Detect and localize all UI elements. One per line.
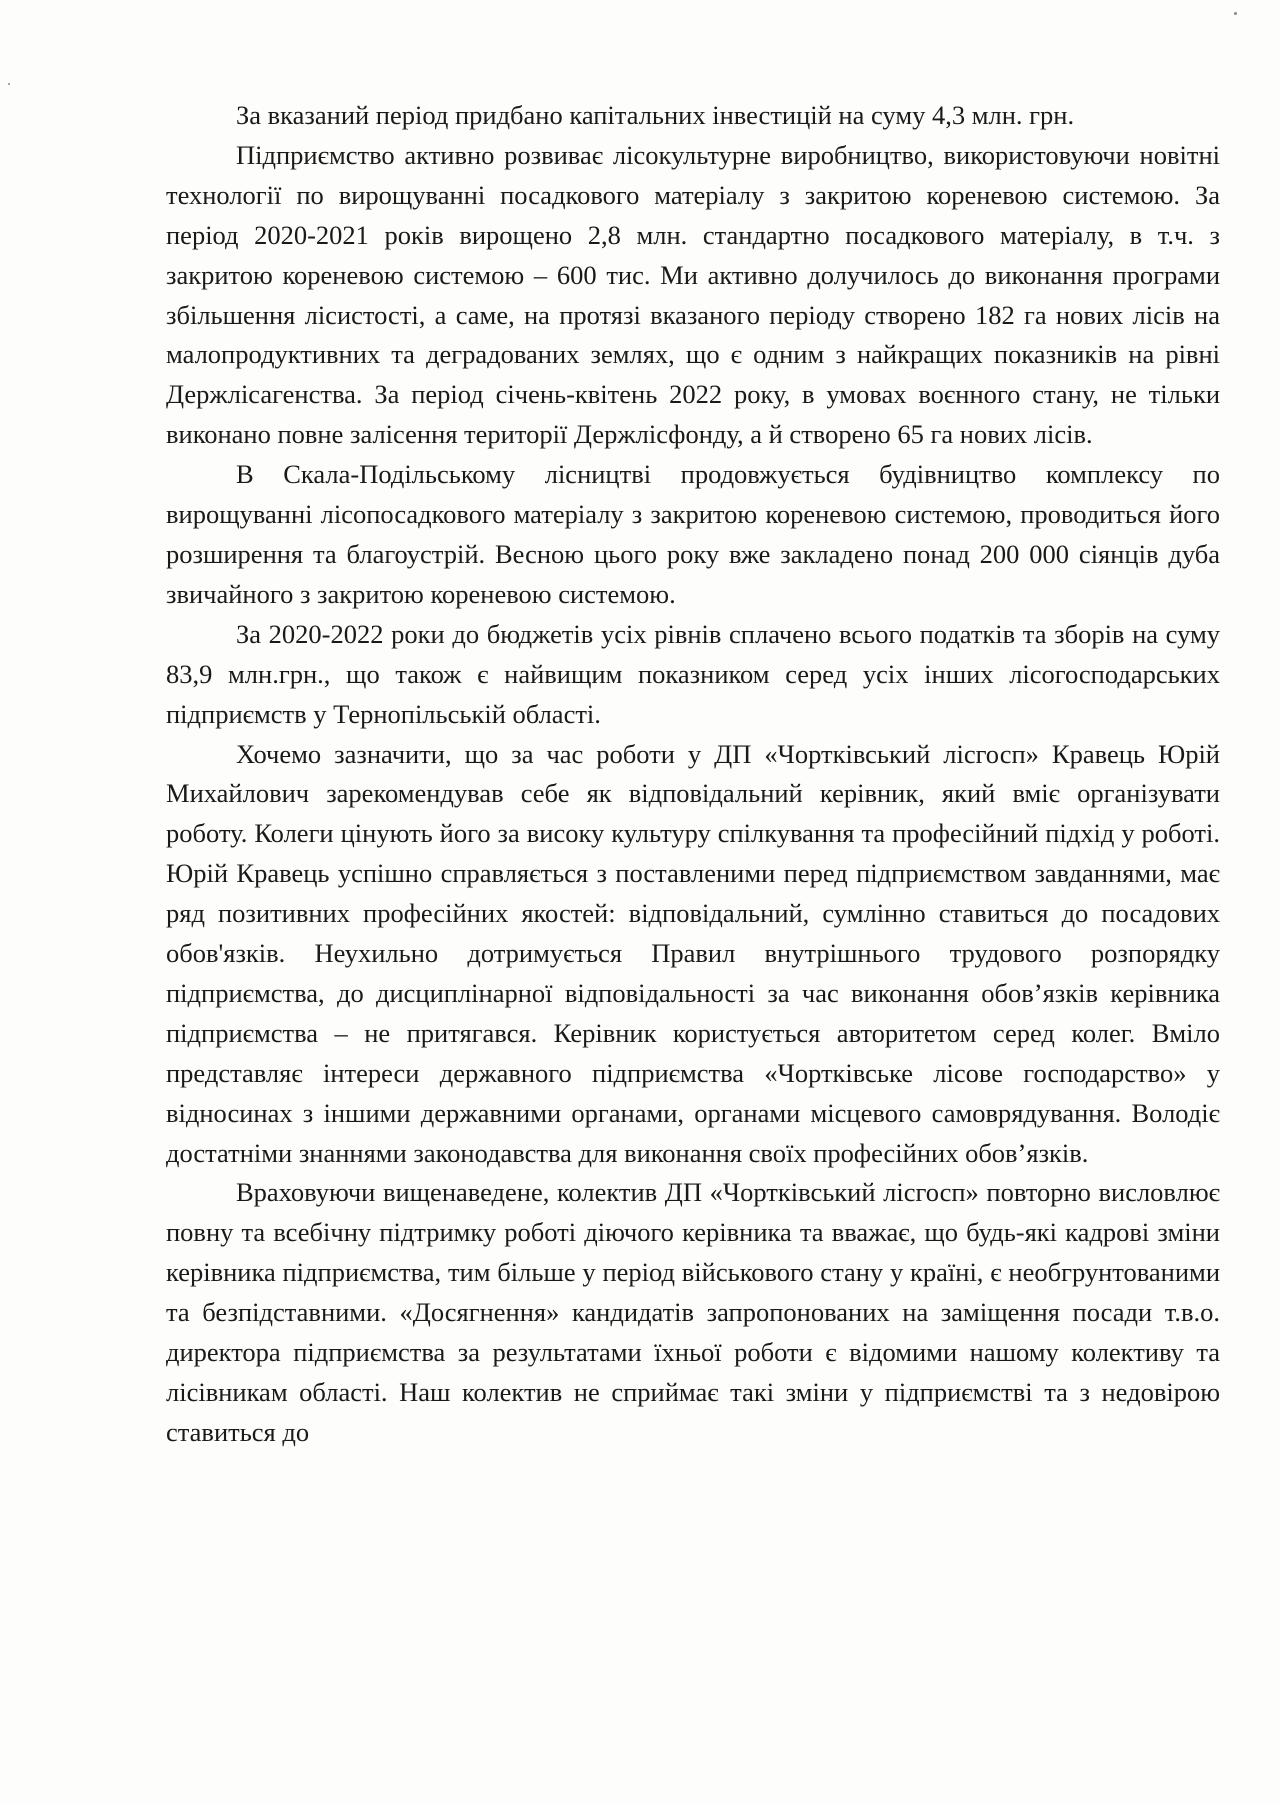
paragraph-taxes: За 2020-2022 роки до бюджетів усіх рівнів сплачено всього податків та зборів на суму 83,9 млн.грн., що також є найвищим показником серед усіх інших лісогосподарських підприємств у Тернопільській області. bbox=[166, 618, 1220, 729]
scan-speck bbox=[1234, 12, 1237, 15]
paragraph-forestry-production: Підприємство активно розвиває лісокультурне виробництво, використовуючи новітні технології по вирощуванні посадкового матеріалу з закритою кореневою системою. За період 2020-2021 років вирощено 2,8 млн. стандартно посадкового матеріалу, в т.ч. з закритою кореневою системою – 600 тис. Ми активно долучилось до виконання програми збільшення лісистості, а саме, на протязі вказаного періоду створено 182 га нових лісів на малопродуктивних та деградованих землях, що є одним з найкращих показників на рівні Держлісагенства. За період січень-квітень 2022 року, в умовах воєнного стану, не тільки виконано повне залісення території Держлісфонду, а й створено 65 га нових лісів. bbox=[166, 139, 1220, 450]
document-body bbox=[166, 96, 1220, 1453]
paragraph-director-characteristics: Хочемо зазначити, що за час роботи у ДП «Чортківський лісгосп» Кравець Юрій Михайлович зарекомендував себе як відповідальний керівник, який вміє організувати роботу. Колеги цінують його за високу культуру спілкування та професійний підхід у роботі. Юрій Кравець успішно справляється з поставленими перед підприємством завданнями, має ряд позитивних професійних якостей: відповідальний, сумлінно ставиться до посадових обов'язків. Неухильно дотримується Правил внутрішнього трудового розпорядку підприємства, до дисциплінарної відповідальності за час виконання обов’язків керівника підприємства – не притягався. Керівник користується авторитетом серед колег. Вміло представляє інтереси державного підприємства «Чортківське лісове господарство» у відносинах з іншими державними органами, органами місцевого самоврядування. Володіє достатніми знаннями законодавства для виконання своїх професійних обов’язків. bbox=[166, 738, 1220, 1168]
paragraph-skala-podilske: В Скала-Подільському лісництві продовжується будівництво комплексу по вирощуванні лісопосадкового матеріалу з закритою кореневою системою, проводиться його розширення та благоустрій. Весною цього року вже закладено понад 200 000 сіянців дуба звичайного з закритою кореневою системою. bbox=[166, 459, 1220, 609]
paragraph-investments: За вказаний період придбано капітальних інвестицій на суму 4,3 млн. грн. bbox=[236, 100, 1075, 130]
scan-speck bbox=[8, 83, 10, 85]
paragraph-collective-support: Враховуючи вищенаведене, колектив ДП «Чортківський лісгосп» повторно висловлює повну та всебічну підтримку роботі діючого керівника та вважає, що будь-які кадрові зміни керівника підприємства, тим більше у період військового стану у країні, є необгрунтованими та безпідставними. «Досягнення» кандидатів запропонованих на заміщення посади т.в.о. директора підприємства за результатами їхньої роботи є відомими нашому колективу та лісівникам області. Наш колектив не сприймає такі зміни у підприємстві та з недовірою ставиться до bbox=[166, 1177, 1220, 1447]
